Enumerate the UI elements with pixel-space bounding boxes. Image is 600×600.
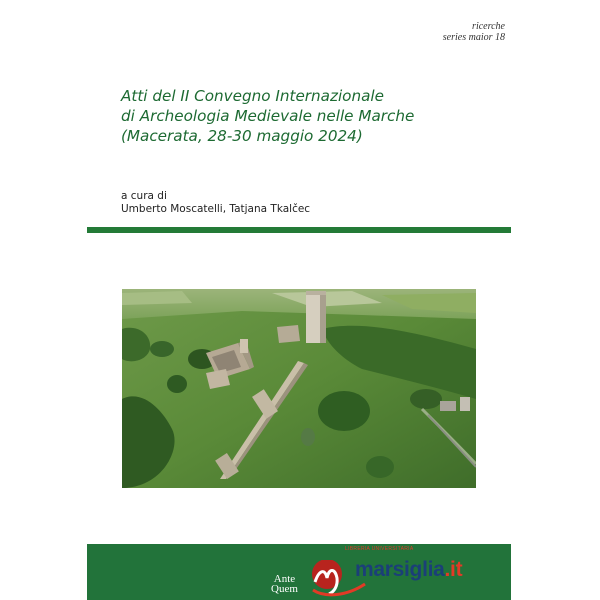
marsiglia-tagline: LIBRERIA UNIVERSITARIA: [345, 546, 414, 552]
antequem-word-ante: Ante: [273, 573, 296, 585]
title-line-3: (Macerata, 28-30 maggio 2024): [121, 127, 363, 145]
green-divider: [87, 227, 511, 233]
title-line-1: Atti del II Convegno Internazionale: [121, 87, 384, 105]
aerial-photo: [122, 289, 476, 488]
antequem-word-quem: Quem: [271, 583, 298, 595]
marsiglia-suffix: .it: [444, 558, 463, 581]
series-name: ricerche: [472, 21, 505, 32]
publisher-bar: [87, 544, 511, 600]
marsiglia-main: marsiglia: [355, 558, 445, 581]
editors-block: [121, 190, 310, 216]
series-label: [443, 21, 505, 43]
editors-label: a cura di: [121, 190, 167, 202]
title-line-2: di Archeologia Medievale nelle Marche: [121, 107, 415, 125]
antequem-logo: [271, 574, 298, 594]
marsiglia-wordmark: [355, 558, 462, 582]
series-number: series maior 18: [442, 32, 505, 43]
editors-names: Umberto Moscatelli, Tatjana Tkalčec: [121, 203, 311, 215]
book-title: [121, 86, 501, 146]
book-cover: [87, 20, 511, 600]
